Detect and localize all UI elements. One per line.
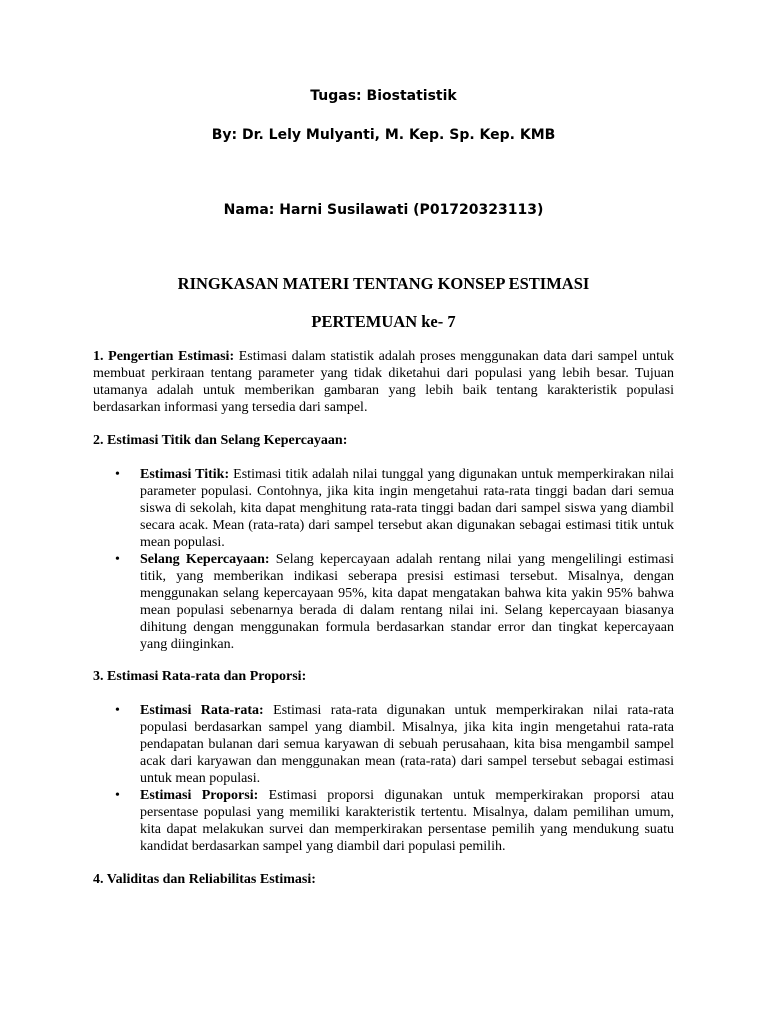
item-term: Estimasi Proporsi: [140,788,259,803]
item-term: Estimasi Rata-rata: [140,703,264,718]
meeting-number: PERTEMUAN ke- 7 [311,312,456,331]
list-item [93,702,674,787]
list-item [93,466,674,551]
item-text: Selang kepercayaan adalah rentang nilai yang mengelilingi estimasi titik, yang memberikan indikasi seberapa presisi estimasi tersebut. Misalnya, dengan menggunakan selang kepercayaan 95%, kita dapat mengatakan bahwa kita yakin 95% bahwa mean populasi sebenarnya berada di dalam rentang nilai ini. Selang kepercayaan biasanya dihitung dengan menggunakan formula berdasarkan standar error dan tingkat kepercayaan yang diinginkan. [140,552,674,652]
item-text: Estimasi titik adalah nilai tunggal yang digunakan untuk memperkirakan nilai parameter populasi. Contohnya, jika kita ingin mengetahui rata-rata tinggi badan dari semua siswa di sekolah, kita dapat menghitung rata-rata tinggi badan dari sampel siswa yang diambil secara acak. Mean (rata-rata) dari sampel tersebut akan digunakan sebagai estimasi titik untuk mean populasi. [140,467,675,550]
section-2-list [93,466,674,653]
lecturer-line: By: Dr. Lely Mulyanti, M. Kep. Sp. Kep. KMB [211,127,556,143]
item-text: Estimasi rata-rata digunakan untuk memperkirakan nilai rata-rata populasi berdasarkan sampel yang diambil. Misalnya, jika kita ingin mengetahui rata-rata pendapatan bulanan dari semua karyawan di sebuah perusahaan, kita bisa mengambil sampel acak dari karyawan dan menggunakan mean (rata-rata) dari sampel tersebut sebagai estimasi untuk mean populasi. [140,703,675,786]
section-1-heading: 1. Pengertian Estimasi: [93,349,235,364]
student-name: Nama: Harni Susilawati (P01720323113) [223,202,544,218]
section-3-list [93,702,674,855]
bullet-icon: • [115,467,120,482]
section-3-heading: 3. Estimasi Rata-rata dan Proporsi: [93,669,307,684]
section-1-text: Estimasi dalam statistik adalah proses menggunakan data dari sampel untuk membuat perkiraan tentang parameter yang tidak diketahui dari populasi yang lebih besar. Tujuan utamanya adalah untuk memberikan gambaran yang lebih baik tentang karakteristik populasi berdasarkan informasi yang tersedia dari sampel. [93,349,674,415]
course-title: Tugas: Biostatistik [310,88,457,104]
bullet-icon: • [115,788,120,803]
bullet-icon: • [115,703,120,718]
section-2-heading: 2. Estimasi Titik dan Selang Kepercayaan: [93,433,348,448]
list-item [93,787,674,855]
item-term: Estimasi Titik: [140,467,230,482]
section-4-heading: 4. Validitas dan Reliabilitas Estimasi: [93,872,316,887]
document-title: RINGKASAN MATERI TENTANG KONSEP ESTIMASI [177,274,590,293]
bullet-icon: • [115,552,120,567]
item-text: Estimasi proporsi digunakan untuk memperkirakan proporsi atau persentase populasi yang memiliki karakteristik tertentu. Misalnya, dalam pemilihan umum, kita dapat melakukan survei dan memperkirakan persentase pemilih yang mendukung suatu kandidat berdasarkan sampel yang diambil dari populasi pemilih. [140,788,674,854]
section-1-paragraph [93,348,674,416]
list-item [93,551,674,653]
item-term: Selang Kepercayaan: [140,552,270,567]
